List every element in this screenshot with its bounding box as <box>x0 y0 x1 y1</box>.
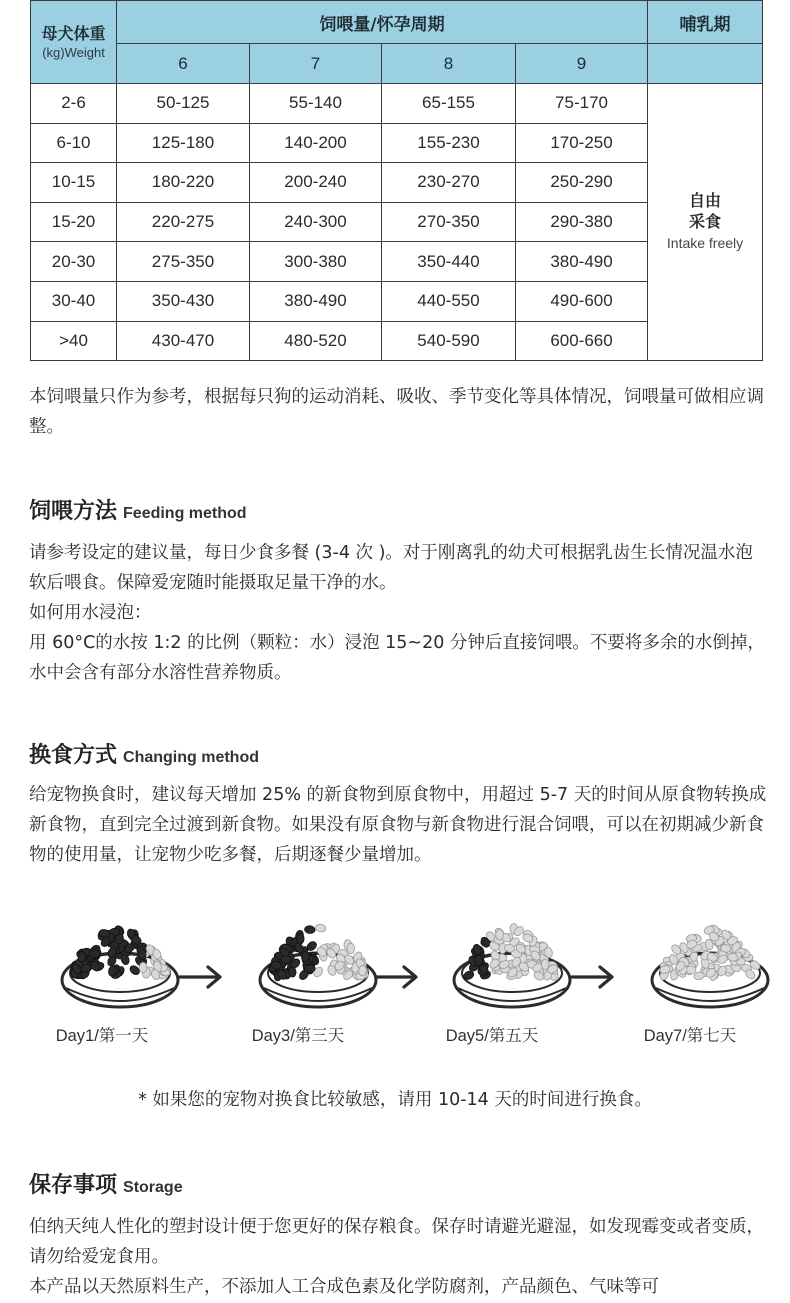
stage-label: Day5/第五天 <box>445 1027 539 1045</box>
week-header: 7 <box>250 44 382 84</box>
arrow-right-icon <box>374 962 420 992</box>
weight-cell: 30-40 <box>31 281 117 321</box>
lactation-subheader <box>648 44 763 84</box>
weight-cell: 20-30 <box>31 242 117 282</box>
amount-cell: 170-250 <box>516 123 648 163</box>
amount-cell: 490-600 <box>516 281 648 321</box>
weight-cell: 2-6 <box>31 84 117 124</box>
arrow-right-icon <box>570 962 616 992</box>
food-bowl-stage <box>432 918 592 1018</box>
stage-label: Day7/第七天 <box>643 1027 737 1045</box>
weight-header: 母犬体重 (kg)Weight <box>31 1 117 84</box>
arrow-right-icon <box>178 962 224 992</box>
amount-cell: 55-140 <box>250 84 382 124</box>
soak-paragraph: 用 60°C的水按 1:2 的比例（颗粒：水）浸泡 15~20 分钟后直接饲喂。不要将多余的水倒掉，水中会含有部分水溶性营养物质。 <box>29 633 765 683</box>
storage-paragraph: 伯纳天纯人性化的塑封设计便于您更好的保存粮食。保存时请避光避湿，如发现霉变或者变质，请勿给爱宠食用。 <box>29 1217 764 1267</box>
kibble-pile <box>70 924 172 981</box>
storage-heading: 保存事项 Storage <box>29 1173 183 1198</box>
amount-cell: 250-290 <box>516 163 648 203</box>
pregnancy-header: 饲喂量/怀孕周期 <box>117 1 648 44</box>
stage-label: Day3/第三天 <box>251 1027 345 1045</box>
amount-cell: 200-240 <box>250 163 382 203</box>
reference-note: 本饲喂量只作为参考，根据每只狗的运动消耗、吸收、季节变化等具体情况，饲喂量可做相应调整。 <box>29 387 764 437</box>
amount-cell: 65-155 <box>382 84 516 124</box>
sensitive-note: * 如果您的宠物对换食比较敏感，请用 10-14 天的时间进行换食。 <box>138 1090 652 1110</box>
changing-heading: 换食方式 Changing method <box>29 743 259 768</box>
amount-cell: 350-440 <box>382 242 516 282</box>
feeding-paragraph: 请参考设定的建议量，每日少食多餐 (3-4 次 )。对于刚离乳的幼犬可根据乳齿生长情况温水泡软后喂食。保障爱宠随时能摄取足量干净的水。 <box>29 543 753 593</box>
amount-cell: 380-490 <box>516 242 648 282</box>
amount-cell: 155-230 <box>382 123 516 163</box>
amount-cell: 300-380 <box>250 242 382 282</box>
week-header: 8 <box>382 44 516 84</box>
food-bowl-icon <box>40 918 200 1018</box>
amount-cell: 540-590 <box>382 321 516 361</box>
week-header: 9 <box>516 44 648 84</box>
changing-paragraph: 给宠物换食时，建议每天增加 25% 的新食物到原食物中，用超过 5-7 天的时间从原食物转换成新食物，直到完全过渡到新食物。如果没有原食物与新食物进行混合饲喂，可以在初期减少新食物的使用量，让宠物少吃多餐，后期逐餐少量增加。 <box>29 785 767 865</box>
lactation-header: 哺乳期 <box>648 1 763 44</box>
amount-cell: 275-350 <box>117 242 250 282</box>
weight-cell: 6-10 <box>31 123 117 163</box>
weight-cell: 10-15 <box>31 163 117 203</box>
week-header: 6 <box>117 44 250 84</box>
amount-cell: 140-200 <box>250 123 382 163</box>
amount-cell: 350-430 <box>117 281 250 321</box>
amount-cell: 430-470 <box>117 321 250 361</box>
amount-cell: 75-170 <box>516 84 648 124</box>
amount-cell: 50-125 <box>117 84 250 124</box>
amount-cell: 440-550 <box>382 281 516 321</box>
food-bowl-stage <box>630 918 790 1018</box>
food-bowl-stage <box>40 918 200 1018</box>
amount-cell: 125-180 <box>117 123 250 163</box>
amount-cell: 290-380 <box>516 202 648 242</box>
stage-label: Day1/第一天 <box>55 1027 149 1045</box>
storage-paragraph-2: 本产品以天然原料生产，不添加人工合成色素及化学防腐剂，产品颜色、气味等可 <box>29 1277 659 1297</box>
weight-cell: >40 <box>31 321 117 361</box>
lactation-cell: 自由 采食 Intake freely <box>648 84 763 361</box>
amount-cell: 180-220 <box>117 163 250 203</box>
amount-cell: 380-490 <box>250 281 382 321</box>
soak-heading: 如何用水浸泡： <box>29 603 152 623</box>
amount-cell: 480-520 <box>250 321 382 361</box>
feeding-table <box>30 0 763 361</box>
feeding-heading: 饲喂方法 Feeding method <box>29 499 247 524</box>
amount-cell: 230-270 <box>382 163 516 203</box>
amount-cell: 240-300 <box>250 202 382 242</box>
feeding-table-section <box>30 0 762 361</box>
kibble-pile <box>659 923 762 981</box>
table-row <box>31 84 763 124</box>
amount-cell: 220-275 <box>117 202 250 242</box>
weight-cell: 15-20 <box>31 202 117 242</box>
food-bowl-icon <box>432 918 592 1018</box>
kibble-pile <box>268 924 369 982</box>
food-bowl-icon <box>630 918 790 1018</box>
amount-cell: 270-350 <box>382 202 516 242</box>
amount-cell: 600-660 <box>516 321 648 361</box>
